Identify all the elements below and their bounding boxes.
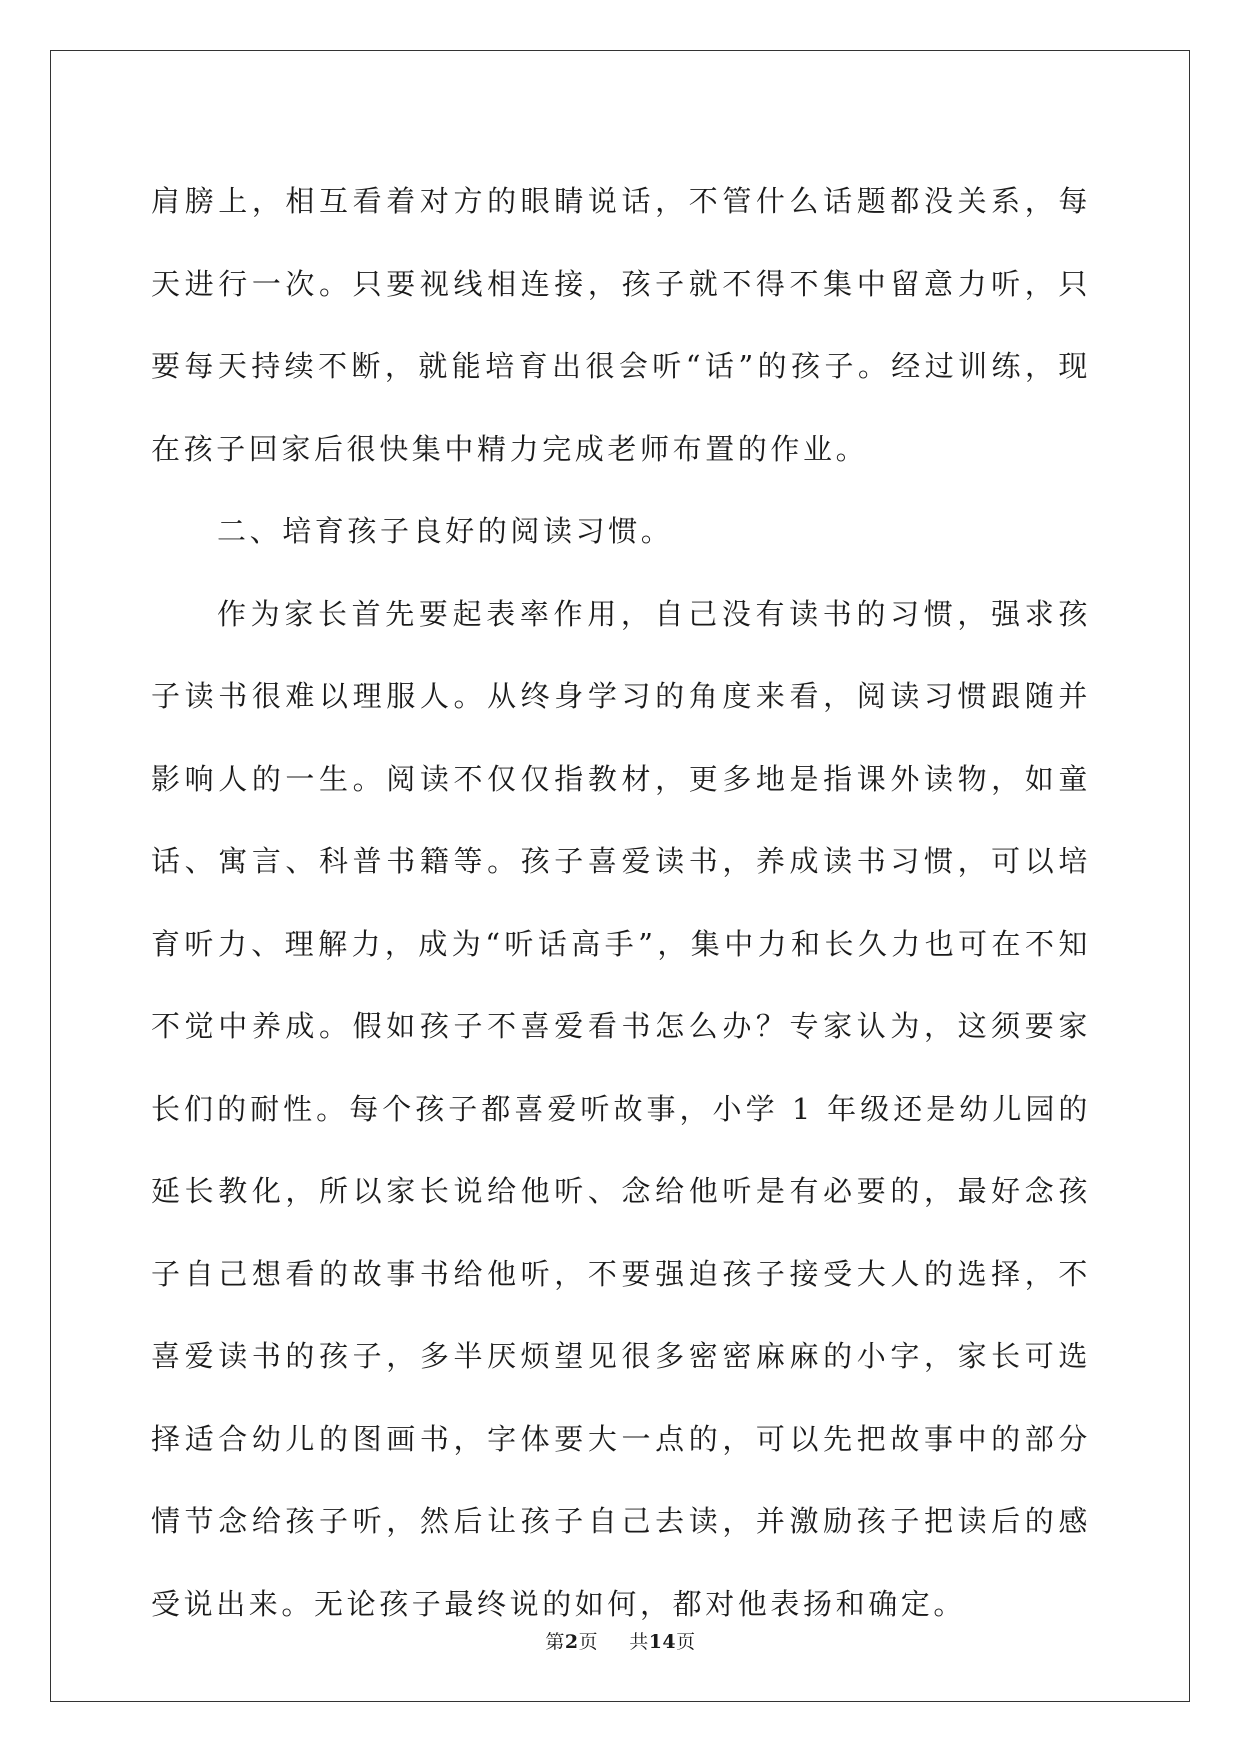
- total-page-count: 14: [648, 1631, 677, 1653]
- section-heading: 二、培育孩子良好的阅读习惯。: [217, 514, 674, 548]
- document-body: [151, 160, 1091, 1645]
- page-footer: [0, 1627, 1241, 1654]
- paragraph-reading-habit: 作为家长首先要起表率作用，自己没有读书的习惯，强求孩子读书很难以理服人。从终身学习的角度来看，阅读习惯跟随并影响人的一生。阅读不仅仅指教材，更多地是指课外读物，如童话、寓言、科普书籍等。孩子喜爱读书，养成读书习惯，可以培育听力、理解力，成为“听话高手”，集中力和长久力也可在不知不觉中养成。假如孩子不喜爱看书怎么办？专家认为，这须要家长们的耐性。每个孩子都喜爱听故事，小学 1 年级还是幼儿园的延长教化，所以家长说给他听、念给他听是有必要的，最好念孩子自己想看的故事书给他听，不要强迫孩子接受大人的选择，不喜爱读书的孩子，多半厌烦望见很多密密麻麻的小字，家长可选择适合幼儿的图画书，字体要大一点的，可以先把故事中的部分情节念给孩子听，然后让孩子自己去读，并激励孩子把读后的感受说出来。无论孩子最终说的如何，都对他表扬和确定。: [151, 596, 1091, 1621]
- total-pages-indicator: 共14页: [629, 1631, 696, 1653]
- page-indicator: 第2页: [545, 1631, 599, 1653]
- current-page-number: 2: [564, 1631, 579, 1653]
- paragraph-continued: 肩膀上，相互看着对方的眼睛说话，不管什么话题都没关系，每天进行一次。只要视线相连接，孩子就不得不集中留意力听，只要每天持续不断，就能培育出很会听“话”的孩子。经过训练，现在孩子回家后很快集中精力完成老师布置的作业。: [151, 184, 1091, 466]
